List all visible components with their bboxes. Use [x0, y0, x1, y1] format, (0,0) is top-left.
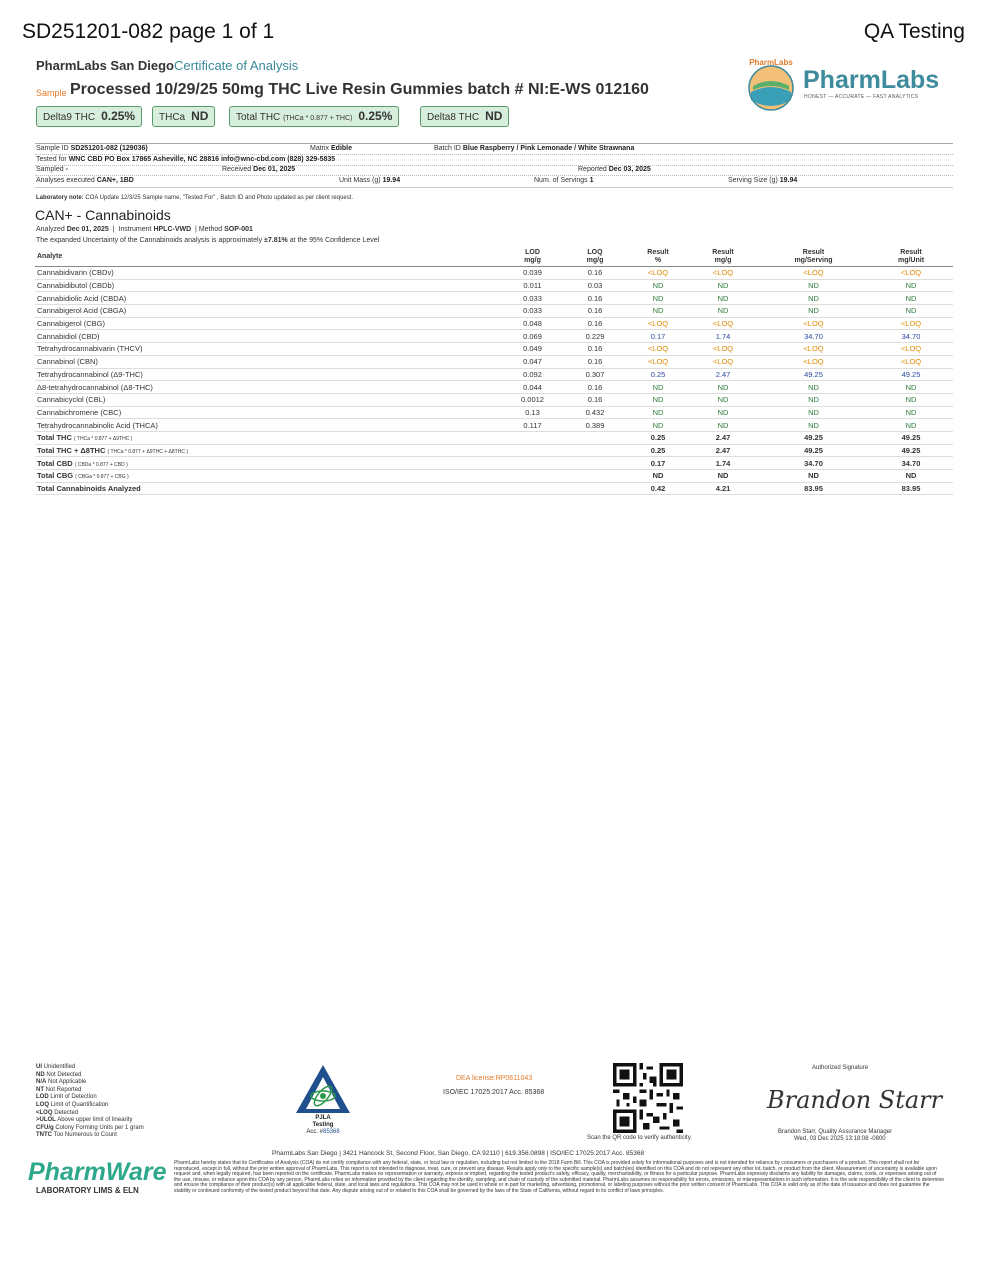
- table-row: [35, 305, 953, 318]
- cell-name: Cannabicyclol (CBL): [35, 393, 503, 406]
- chip-thca: THCa ND: [152, 106, 215, 127]
- iso-accreditation: ISO/IEC 17025:2017 Acc. 85368: [443, 1089, 545, 1096]
- total-row: [35, 431, 953, 444]
- cell-total-pct: 0.42: [628, 482, 688, 495]
- pjla-logo-icon: [294, 1063, 352, 1115]
- table-row: [35, 393, 953, 406]
- sample-title: Processed 10/29/25 50mg THC Live Resin Gummies batch # NI:E-WS 012160: [70, 81, 649, 98]
- cell-serv: ND: [758, 292, 869, 305]
- header-loq: LOQ mg/g: [562, 248, 628, 267]
- cell-loq: 0.16: [562, 355, 628, 368]
- cell-mgg: ND: [688, 406, 758, 419]
- handwritten-signature: Brandon Starr: [767, 1086, 943, 1114]
- pharmware-wordmark: PharmWare: [28, 1158, 167, 1186]
- cell-lod: 0.033: [503, 292, 562, 305]
- cell-serv: <LOQ: [758, 317, 869, 330]
- signature-date: Wed, 03 Dec 2025 13:18:08 -0800: [794, 1136, 886, 1142]
- cell-lod: 0.0012: [503, 393, 562, 406]
- serving-size-field: Serving Size (g) 19.94: [728, 177, 798, 184]
- legend-item: LOD Limit of Detection: [36, 1094, 97, 1101]
- table-row: [35, 406, 953, 419]
- cell-mgg: <LOQ: [688, 343, 758, 356]
- legal-disclaimer: PharmLabs hereby states that its Certificates of Analysis (COA) do not certify compliance with any federal, state, or local law or regulation, including but not limited to the 2018 Farm Bill. This COA is provided solely for informational purposes and is not intended for reliance by consumers or purchasers of a product. This report shall not be reproduced, except in full, without the prior written approval of PharmLabs. This report is not intended to diagnose, treat, cure, or prevent any disease. Results apply only to the specific sample(s) and batch(es) identified on this COA and do not represent any other lot, batch, or product from the client. Measurement of uncertainty is available upon request and, when legally required, has been reported on the certificate. PharmLabs makes no representation or warranty, express or implied, regarding the tested product's safety, efficacy, quality, merchantability, or fitness for a particular purpose. PharmLabs expressly disclaims any liability for damages, claims, costs, or expenses arising out of the use, misuse, or reliance upon this COA by any person. PharmLabs relies on information provided by the client regarding the identity, sampling, and chain of custody of the submitted material. PharmLabs assumes no responsibility for errors, omissions, or misrepresentations in such information. It is the sole responsibility of the client to determine and ensure the compliance of their product(s) with all applicable federal, state, and local laws and regulations. This COA may not be used in whole or in part for marketing, advertising, promotional, or labeling purposes without the prior written consent of PharmLabs. This COA is valid only as of the date of issuance and does not guarantee the stability or continued conformity of the tested product beyond that date. Any dispute arising out of or related to this COA shall be governed by the laws of the State of California, without regard to its conflict of laws principles.: [174, 1160, 945, 1194]
- sampled-field: Sampled -: [36, 166, 68, 173]
- cell-name: Cannabigerol Acid (CBGA): [35, 305, 503, 318]
- lab-name: PharmLabs San Diego: [36, 58, 174, 73]
- uncertainty-note: The expanded Uncertainty of the Cannabinoids analysis is approximately ±7.81% at the 95% Confidence Level: [36, 237, 380, 244]
- cell-serv: <LOQ: [758, 355, 869, 368]
- table-row: [35, 419, 953, 432]
- cell-pct: <LOQ: [628, 317, 688, 330]
- cell-total-mgg: 1.74: [688, 457, 758, 470]
- signer-name: Brandon Starr, Quality Assurance Manager: [778, 1129, 893, 1135]
- cell-lod: 0.048: [503, 317, 562, 330]
- table-row: [35, 355, 953, 368]
- cell-unit: <LOQ: [869, 355, 953, 368]
- logo-text-a: Pharm: [803, 66, 881, 94]
- cell-loq: 0.16: [562, 381, 628, 394]
- cell-serv: 49.25: [758, 368, 869, 381]
- qa-testing-label: QA Testing: [863, 20, 965, 43]
- cell-total-serv: 83.95: [758, 482, 869, 495]
- cell-total-unit: 49.25: [869, 431, 953, 444]
- cell-pct: ND: [628, 305, 688, 318]
- section-heading: CAN+ - Cannabinoids: [35, 207, 171, 223]
- cell-mgg: <LOQ: [688, 317, 758, 330]
- cell-lod: 0.117: [503, 419, 562, 432]
- cell-serv: ND: [758, 279, 869, 292]
- total-row: [35, 457, 953, 470]
- table-row: [35, 343, 953, 356]
- header-result-unit: Result mg/Unit: [869, 248, 953, 267]
- cell-loq: 0.03: [562, 279, 628, 292]
- cell-unit: <LOQ: [869, 317, 953, 330]
- table-header-row: [35, 248, 953, 267]
- cell-mgg: 1.74: [688, 330, 758, 343]
- cell-lod: 0.13: [503, 406, 562, 419]
- cell-mgg: ND: [688, 279, 758, 292]
- total-row: [35, 470, 953, 483]
- cell-loq: 0.432: [562, 406, 628, 419]
- cell-pct: <LOQ: [628, 267, 688, 280]
- cell-loq: 0.16: [562, 267, 628, 280]
- cell-serv: ND: [758, 406, 869, 419]
- cell-total-mgg: 2.47: [688, 431, 758, 444]
- cell-pct: ND: [628, 381, 688, 394]
- analysis-details: Analyzed Dec 01, 2025 | Instrument HPLC-VWD | Method SOP-001: [36, 226, 253, 233]
- abbreviation-legend: [36, 1064, 144, 1140]
- pjla-name: PJLA: [315, 1115, 331, 1121]
- table-row: [35, 292, 953, 305]
- cell-unit: ND: [869, 279, 953, 292]
- legend-item: NT Not Reported: [36, 1086, 82, 1093]
- cell-total-name: Total THC ( THCa * 0.877 + Δ9THC ): [35, 431, 503, 444]
- cell-pct: <LOQ: [628, 343, 688, 356]
- analyses-field: Analyses executed CAN+, 1BD: [36, 177, 134, 184]
- cell-total-name: Total CBD ( CBDa * 0.877 + CBD ): [35, 457, 503, 470]
- legend-item: >ULOL Above upper limit of linearity: [36, 1117, 133, 1124]
- table-row: [35, 368, 953, 381]
- cell-name: Cannabinol (CBN): [35, 355, 503, 368]
- cell-pct: 0.17: [628, 330, 688, 343]
- cell-pct: ND: [628, 406, 688, 419]
- cell-loq: 0.16: [562, 305, 628, 318]
- cell-lod: 0.039: [503, 267, 562, 280]
- sample-tag: Sample: [36, 88, 67, 98]
- lab-address: PharmLabs San Diego | 3421 Hancock St, Second Floor, San Diego, CA 92110 | 619.356.0898 | ISO/IEC 17025:2017 Acc. 85368: [272, 1150, 645, 1157]
- cell-total-unit: 49.25: [869, 444, 953, 457]
- tested-for-field: Tested for WNC CBD PO Box 17865 Asheville, NC 28816 info@wnc-cbd.com (828) 329-5835: [36, 156, 336, 163]
- cell-lod: 0.092: [503, 368, 562, 381]
- header-result-mgg: Result mg/g: [688, 248, 758, 267]
- cell-name: Tetrahydrocannabivarin (THCV): [35, 343, 503, 356]
- cell-name: Cannabidivarin (CBDv): [35, 267, 503, 280]
- cell-total-unit: 34.70: [869, 457, 953, 470]
- cell-unit: ND: [869, 292, 953, 305]
- cell-serv: ND: [758, 419, 869, 432]
- legend-item: N/A Not Applicable: [36, 1079, 87, 1086]
- header-result-serving: Result mg/Serving: [758, 248, 869, 267]
- pjla-accreditation-badge: PJLA Testing Acc. #85368: [294, 1063, 352, 1137]
- total-row: [35, 444, 953, 457]
- dea-license: DEA license:RP0611043: [456, 1075, 533, 1082]
- cell-total-pct: 0.25: [628, 431, 688, 444]
- cell-total-name: Total CBG ( CBGa * 0.877 + CBG ): [35, 470, 503, 483]
- cell-total-serv: 34.70: [758, 457, 869, 470]
- logo-arc-text: PharmLabs: [749, 58, 793, 67]
- cell-name: Cannabidibutol (CBDb): [35, 279, 503, 292]
- cell-loq: 0.16: [562, 317, 628, 330]
- total-row: [35, 482, 953, 495]
- cell-mgg: ND: [688, 419, 758, 432]
- cell-name: Cannabigerol (CBG): [35, 317, 503, 330]
- cell-unit: 34.70: [869, 330, 953, 343]
- cell-pct: ND: [628, 292, 688, 305]
- header-result-pct: Result %: [628, 248, 688, 267]
- cell-unit: 49.25: [869, 368, 953, 381]
- cell-pct: <LOQ: [628, 355, 688, 368]
- cell-total-pct: 0.17: [628, 457, 688, 470]
- sample-id-field: Sample ID SD251201-082 (129036): [36, 145, 148, 152]
- cell-mgg: ND: [688, 292, 758, 305]
- cell-loq: 0.16: [562, 292, 628, 305]
- document-id: SD251201-082 page 1 of 1: [22, 20, 275, 43]
- cell-serv: ND: [758, 305, 869, 318]
- table-row: [35, 267, 953, 280]
- cell-unit: ND: [869, 393, 953, 406]
- cell-loq: 0.229: [562, 330, 628, 343]
- signature-label: Authorized Signature: [812, 1065, 869, 1071]
- verification-qr-code-icon[interactable]: [613, 1063, 683, 1133]
- cell-mgg: 2.47: [688, 368, 758, 381]
- legend-item: TNTC Too Numerous to Count: [36, 1132, 117, 1139]
- logo-tagline: HONEST — ACCURATE — FAST ANALYTICS: [804, 94, 919, 100]
- cell-lod: 0.033: [503, 305, 562, 318]
- cell-unit: ND: [869, 419, 953, 432]
- cell-serv: ND: [758, 381, 869, 394]
- cell-total-mgg: ND: [688, 470, 758, 483]
- chip-delta9-thc: Delta9 THC 0.25%: [36, 106, 142, 127]
- cell-loq: 0.16: [562, 393, 628, 406]
- cell-pct: ND: [628, 393, 688, 406]
- cell-serv: <LOQ: [758, 267, 869, 280]
- coa-title: Certificate of Analysis: [174, 58, 299, 73]
- chip-total-thc: Total THC (THCa * 0.877 + THC) 0.25%: [229, 106, 399, 127]
- pharmware-subtitle: LABORATORY LIMS & ELN: [36, 1186, 139, 1195]
- cell-mgg: <LOQ: [688, 267, 758, 280]
- cell-serv: <LOQ: [758, 343, 869, 356]
- batch-id-field: Batch ID Blue Raspberry / Pink Lemonade / White Strawnana: [434, 145, 635, 152]
- cell-name: Tetrahydrocannabinolic Acid (THCA): [35, 419, 503, 432]
- cell-unit: ND: [869, 406, 953, 419]
- cell-total-serv: 49.25: [758, 444, 869, 457]
- cell-unit: ND: [869, 381, 953, 394]
- cell-total-pct: ND: [628, 470, 688, 483]
- legend-item: <LOQ Detected: [36, 1109, 79, 1116]
- cell-total-unit: ND: [869, 470, 953, 483]
- cell-pct: ND: [628, 279, 688, 292]
- cell-total-serv: ND: [758, 470, 869, 483]
- cell-loq: 0.307: [562, 368, 628, 381]
- cell-total-serv: 49.25: [758, 431, 869, 444]
- cell-name: Δ8-tetrahydrocannabinol (Δ8-THC): [35, 381, 503, 394]
- cell-mgg: ND: [688, 305, 758, 318]
- cell-total-name: Total Cannabinoids Analyzed: [35, 482, 503, 495]
- cell-unit: <LOQ: [869, 343, 953, 356]
- unit-mass-field: Unit Mass (g) 19.94: [339, 177, 401, 184]
- cell-lod: 0.047: [503, 355, 562, 368]
- cell-total-pct: 0.25: [628, 444, 688, 457]
- cell-lod: 0.049: [503, 343, 562, 356]
- table-row: [35, 279, 953, 292]
- cell-total-mgg: 4.21: [688, 482, 758, 495]
- matrix-field: Matrix Edible: [310, 145, 353, 152]
- cell-name: Tetrahydrocannabinol (Δ9-THC): [35, 368, 503, 381]
- received-field: Received Dec 01, 2025: [222, 166, 296, 173]
- cell-mgg: <LOQ: [688, 355, 758, 368]
- cell-loq: 0.389: [562, 419, 628, 432]
- pjla-acc-number[interactable]: 85368: [323, 1129, 340, 1135]
- cell-lod: 0.044: [503, 381, 562, 394]
- legend-item: CFU/g Colony Forming Units per 1 gram: [36, 1124, 144, 1131]
- qr-caption: Scan the QR code to verify authenticity.: [587, 1135, 692, 1141]
- lab-note: Laboratory note: COA Update 12/3/25 Sample name, "Tested For" , Batch ID and Photo updated as per client request.: [36, 195, 354, 201]
- table-row: [35, 330, 953, 343]
- cell-total-name: Total THC + Δ8THC ( THCa * 0.877 + Δ9THC + Δ8THC ): [35, 444, 503, 457]
- cell-total-unit: 83.95: [869, 482, 953, 495]
- legend-item: LOQ Limit of Quantification: [36, 1101, 109, 1108]
- cell-mgg: ND: [688, 393, 758, 406]
- cell-lod: 0.011: [503, 279, 562, 292]
- cell-unit: ND: [869, 305, 953, 318]
- cell-name: Cannabidiol (CBD): [35, 330, 503, 343]
- chip-delta8-thc: Delta8 THC ND: [420, 106, 509, 127]
- header-lod: LOD mg/g: [503, 248, 562, 267]
- cell-loq: 0.16: [562, 343, 628, 356]
- legend-item: UI Unidentified: [36, 1064, 76, 1070]
- logo-text-b: Labs: [880, 66, 940, 94]
- table-row: [35, 381, 953, 394]
- reported-field: Reported Dec 03, 2025: [578, 166, 651, 173]
- cell-pct: 0.25: [628, 368, 688, 381]
- cell-unit: <LOQ: [869, 267, 953, 280]
- cell-serv: ND: [758, 393, 869, 406]
- pjla-sub: Testing: [312, 1122, 334, 1128]
- pharmware-logo: [28, 1158, 167, 1203]
- cell-serv: 34.70: [758, 330, 869, 343]
- header-analyte: Analyte: [35, 248, 503, 267]
- pharmlabs-logo: [741, 56, 951, 116]
- cell-mgg: ND: [688, 381, 758, 394]
- cannabinoid-table: [35, 248, 953, 495]
- cell-pct: ND: [628, 419, 688, 432]
- cell-name: Cannabidiolic Acid (CBDA): [35, 292, 503, 305]
- table-row: [35, 317, 953, 330]
- cell-name: Cannabichromene (CBC): [35, 406, 503, 419]
- globe-logo-icon: [741, 56, 801, 116]
- servings-field: Num. of Servings 1: [534, 177, 594, 184]
- cell-total-mgg: 2.47: [688, 444, 758, 457]
- cell-lod: 0.069: [503, 330, 562, 343]
- legend-item: ND Not Detected: [36, 1071, 82, 1078]
